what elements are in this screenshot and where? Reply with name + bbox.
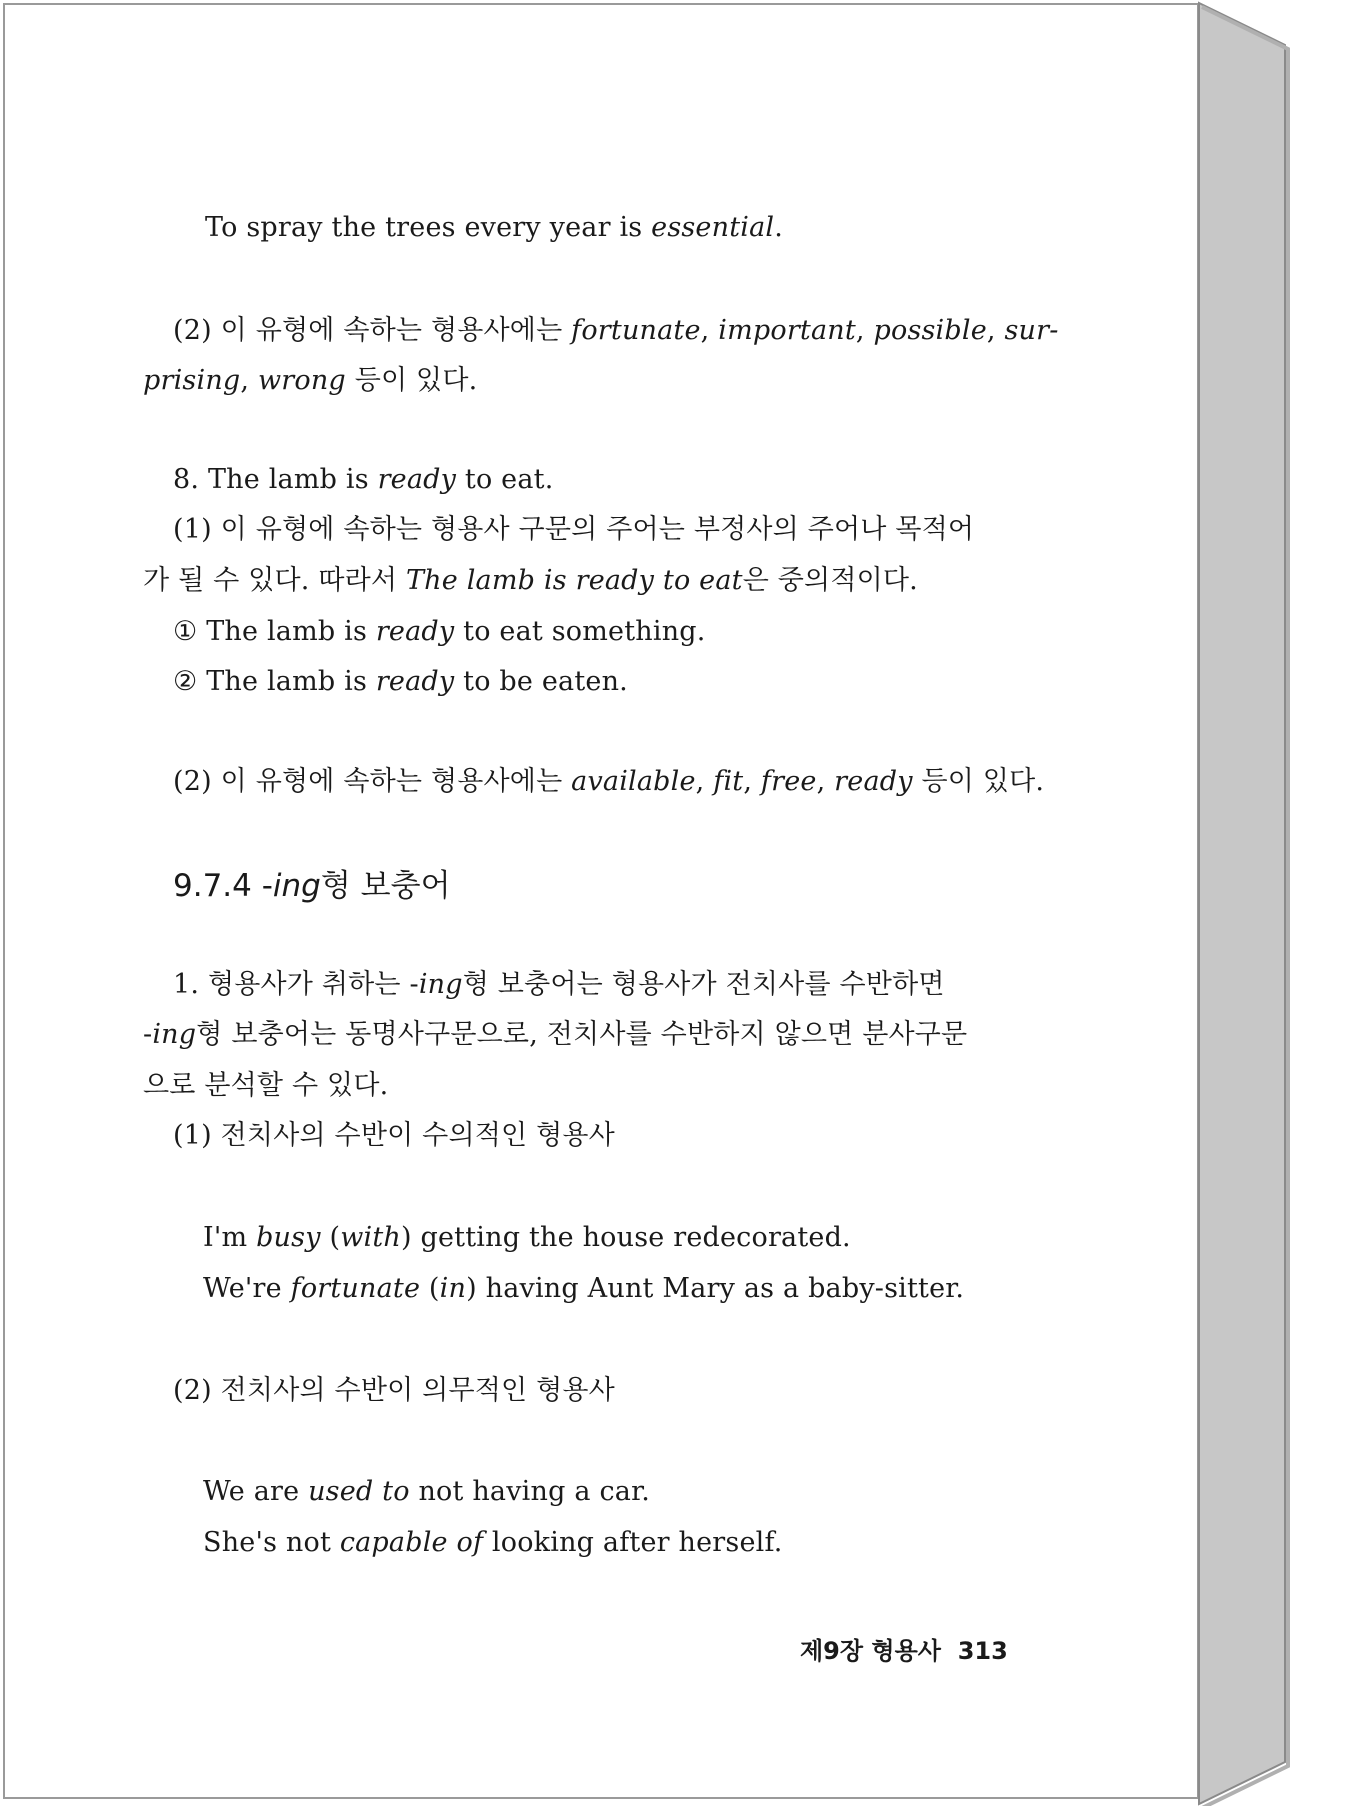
paragraph-line <box>143 1017 967 1053</box>
text-run: to be eaten. <box>454 666 628 697</box>
text-run: . <box>774 212 784 243</box>
section-heading <box>173 866 451 906</box>
example-sentence <box>203 1474 650 1510</box>
text-run: 형 보충어는 형용사가 전치사를 수반하면 <box>462 969 945 1000</box>
italic-text-run: ready <box>375 616 455 647</box>
text-run: , <box>700 315 719 346</box>
paragraph-line <box>173 512 974 548</box>
italic-text-run: ing <box>272 868 321 904</box>
section-item-heading <box>173 462 554 498</box>
text-run: , <box>855 315 874 346</box>
italic-text-run: ready <box>834 766 913 797</box>
text-run: not having a car. <box>409 1476 650 1507</box>
example-sentence <box>173 664 628 700</box>
text-run: We are <box>203 1476 309 1507</box>
text-run: (1) 전치사의 수반이 수의적인 형용사 <box>173 1120 615 1151</box>
paragraph-line <box>143 563 918 599</box>
text-run: , <box>695 766 714 797</box>
example-sentence <box>205 210 783 246</box>
text-run: looking after herself. <box>483 1527 783 1558</box>
italic-text-run: fortunate <box>290 1273 421 1304</box>
italic-text-run: in <box>439 1273 467 1304</box>
text-run: 1. 형용사가 취하는 - <box>173 969 419 1000</box>
italic-text-run: sur- <box>1004 315 1059 346</box>
example-sentence <box>203 1220 851 1256</box>
text-run: - <box>143 1019 153 1050</box>
example-sentence <box>203 1271 964 1307</box>
text-run: 은 중의적이다. <box>742 565 918 596</box>
text-run: (1) 이 유형에 속하는 형용사 구문의 주어는 부정사의 주어나 목적어 <box>173 514 975 545</box>
italic-text-run: free <box>760 766 817 797</box>
italic-text-run: fortunate <box>571 315 701 346</box>
text-run: ) having Aunt Mary as a baby-sitter. <box>466 1273 965 1304</box>
text-run: to eat. <box>456 464 554 495</box>
text-run: ( <box>420 1273 440 1304</box>
text-run: , <box>240 365 258 396</box>
text-run: To spray the trees every year is <box>205 212 652 243</box>
subsection-label <box>173 1373 615 1409</box>
paragraph-line <box>143 363 477 399</box>
text-run: to eat something. <box>454 616 706 647</box>
italic-text-run: ready <box>377 464 457 495</box>
subsection-label <box>173 1118 615 1154</box>
paragraph-line <box>173 764 1044 800</box>
chapter-label: 제9장 형용사 <box>800 1637 941 1665</box>
text-run: ) getting the house redecorated. <box>401 1222 851 1253</box>
text-run: She's not <box>203 1527 340 1558</box>
text-run: , <box>743 766 761 797</box>
italic-text-run: ing <box>152 1019 197 1050</box>
text-run: I'm <box>203 1222 257 1253</box>
example-sentence <box>173 614 706 650</box>
text-run: 등이 있다. <box>912 766 1045 797</box>
text-run: (2) 이 유형에 속하는 형용사에는 <box>173 766 572 797</box>
italic-text-run: with <box>340 1222 401 1253</box>
italic-text-run: essential <box>651 212 775 243</box>
paragraph-line <box>173 313 1059 349</box>
text-run: We're <box>203 1273 291 1304</box>
text-run: 9.7.4 - <box>173 868 273 904</box>
italic-text-run: possible <box>873 315 987 346</box>
text-run: ① The lamb is <box>173 616 376 647</box>
text-run: , <box>816 766 835 797</box>
text-run: ( <box>320 1222 341 1253</box>
page-footer <box>800 1635 1008 1667</box>
italic-text-run: The lamb is ready to eat <box>405 565 743 596</box>
italic-text-run: fit <box>713 766 744 797</box>
italic-text-run: used to <box>308 1476 410 1507</box>
text-run: (2) 전치사의 수반이 의무적인 형용사 <box>173 1375 615 1406</box>
text-run: ② The lamb is <box>173 666 376 697</box>
italic-text-run: capable of <box>339 1527 484 1558</box>
text-run: 8. The lamb is <box>173 464 378 495</box>
paragraph-line <box>143 1068 388 1104</box>
text-run: 등이 있다. <box>345 365 478 396</box>
text-run: 가 될 수 있다. 따라서 <box>143 565 406 596</box>
text-run: 형 보충어는 동명사구문으로, 전치사를 수반하지 않으면 분사구문 <box>196 1019 968 1050</box>
italic-text-run: ing <box>418 969 463 1000</box>
italic-text-run: prising <box>143 365 241 396</box>
italic-text-run: available <box>571 766 696 797</box>
italic-text-run: ready <box>375 666 455 697</box>
page-number: 313 <box>957 1637 1008 1665</box>
text-run: 형 보충어 <box>320 868 451 904</box>
example-sentence <box>203 1525 783 1561</box>
paragraph-line <box>173 967 945 1003</box>
text-run: , <box>986 315 1005 346</box>
text-run: 으로 분석할 수 있다. <box>143 1070 389 1101</box>
italic-text-run: wrong <box>257 365 346 396</box>
italic-text-run: busy <box>256 1222 321 1253</box>
text-run: (2) 이 유형에 속하는 형용사에는 <box>173 315 572 346</box>
italic-text-run: important <box>718 315 856 346</box>
